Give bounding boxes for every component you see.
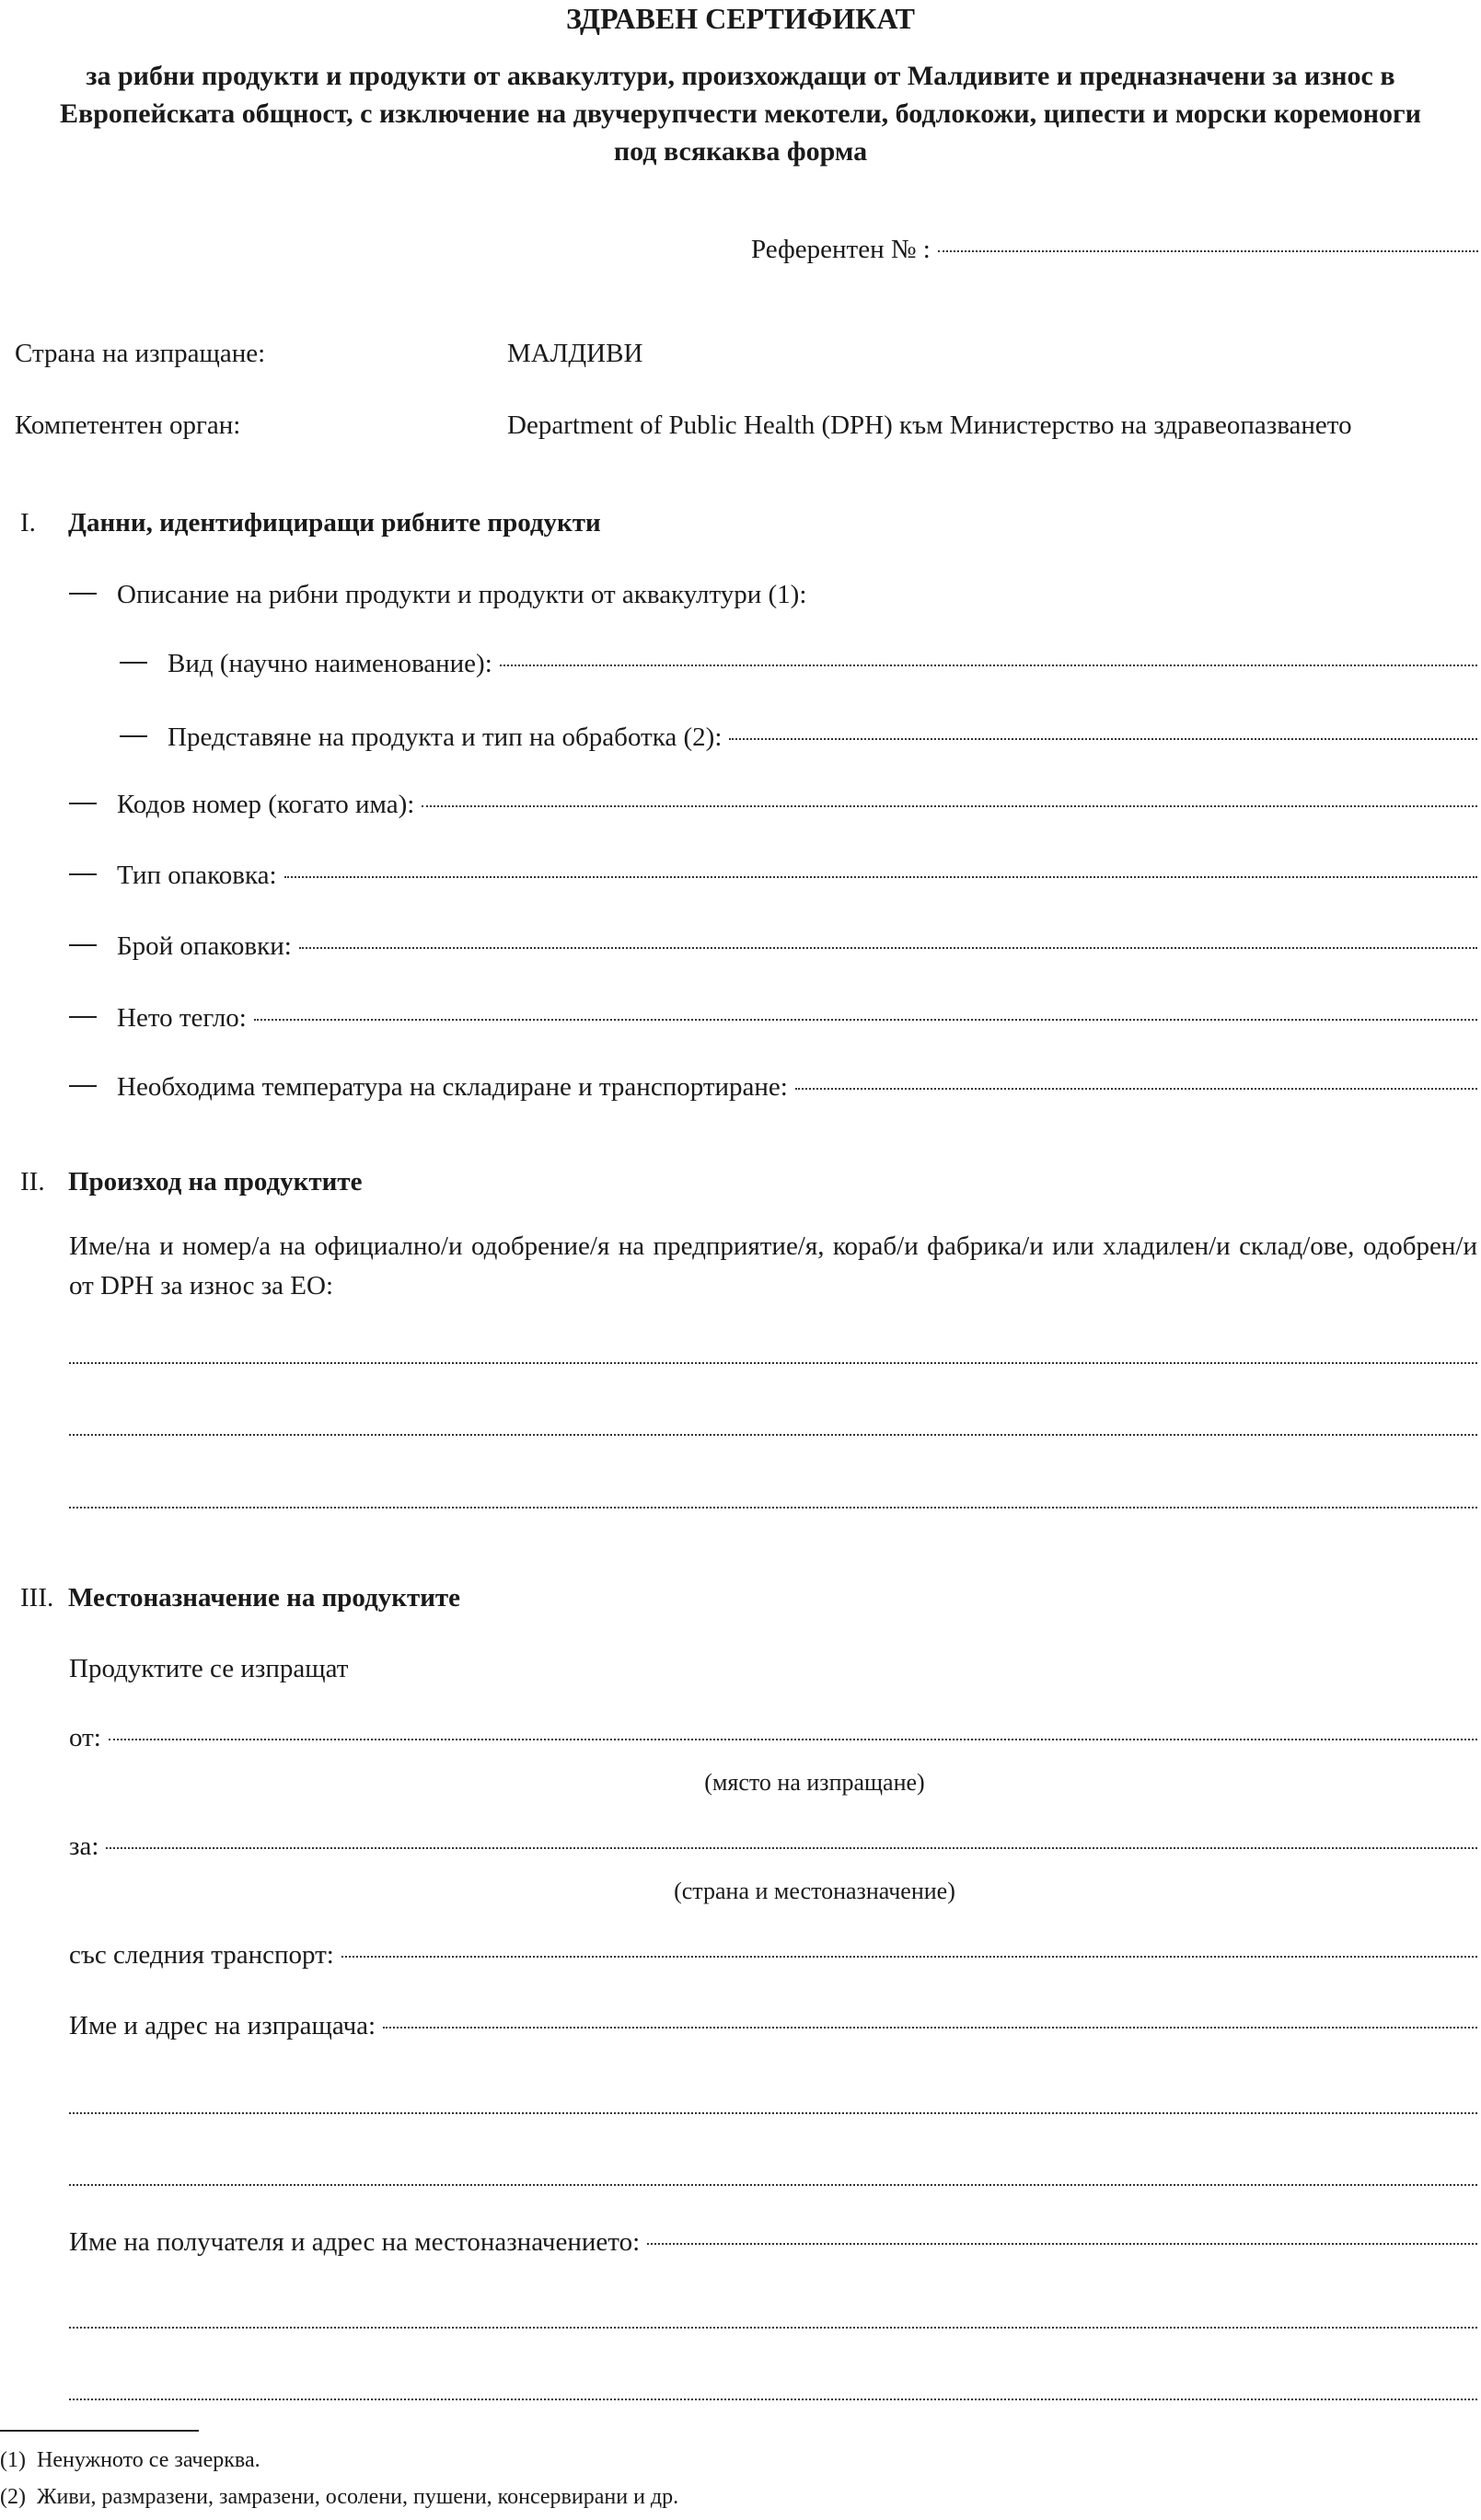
origin-text: Име/на и номер/а на официално/и одобрение/я на предприятие/я, кораб/и фабрика/и или хладилен/и склад/ове, одобрен/и от DPH за износ за ЕО: — [69, 1231, 1477, 1300]
footnote-2-text: Живи, размразени, замразени, осолени, пушени, консервирани и др. — [36, 2485, 679, 2509]
recipient-line — [69, 2227, 1477, 2258]
package-count-label: Брой опаковки: — [117, 931, 292, 961]
transport-label: със следния транспорт: — [69, 1940, 334, 1970]
transport-line — [69, 1940, 1477, 1971]
section-3-heading — [20, 1583, 460, 1613]
sender-field[interactable] — [383, 2027, 1477, 2029]
authority-value: Department of Public Health (DPH) към Министерство на здравеопазването — [507, 410, 1352, 440]
dash-marker — [120, 735, 147, 737]
from-note: (място на изпращане) — [704, 1769, 925, 1796]
reference-line — [751, 235, 1478, 265]
footnote-2-number: (2) — [0, 2485, 26, 2509]
section-1-heading — [20, 508, 601, 538]
section-2-title: Произход на продуктите — [68, 1167, 363, 1196]
to-note: (страна и местоназначение) — [674, 1878, 955, 1904]
recipient-field-3[interactable] — [69, 2399, 1477, 2400]
to-line — [69, 1832, 1477, 1862]
sender-field-3[interactable] — [69, 2184, 1477, 2186]
to-field[interactable] — [106, 1847, 1477, 1849]
section-2-number: II. — [20, 1167, 45, 1196]
code-line — [69, 790, 1477, 820]
footnote-rule — [0, 2430, 199, 2432]
country-label: Страна на изпращане: — [15, 339, 266, 368]
dash-marker — [120, 662, 147, 664]
packaging-type-label: Тип опаковка: — [117, 861, 277, 890]
footnote-1-number: (1) — [0, 2448, 26, 2472]
sender-label: Име и адрес на изпращача: — [69, 2011, 376, 2040]
reference-label: Референтен № : — [751, 235, 931, 264]
footnote-2 — [0, 2485, 678, 2510]
species-label: Вид (научно наименование): — [168, 649, 492, 678]
transport-field[interactable] — [341, 1956, 1477, 1958]
temperature-field[interactable] — [795, 1088, 1477, 1090]
net-weight-label: Нето тегло: — [117, 1003, 247, 1033]
packaging-type-field[interactable] — [284, 876, 1477, 878]
package-count-line — [69, 931, 1477, 962]
description-label: Описание на рибни продукти и продукти от аквакултури (1): — [117, 580, 807, 609]
dash-marker — [69, 1085, 97, 1087]
section-1-title: Данни, идентифициращи рибните продукти — [68, 508, 601, 538]
presentation-line — [120, 722, 1477, 753]
dash-marker — [69, 593, 97, 595]
sender-field-2[interactable] — [69, 2112, 1477, 2114]
footnote-1 — [0, 2448, 260, 2473]
authority-label: Компетентен орган: — [15, 410, 241, 440]
dash-marker — [69, 1016, 97, 1018]
packaging-type-line — [69, 861, 1477, 891]
footnote-1-text: Ненужното се зачерква. — [36, 2448, 260, 2472]
certificate-subtitle: за рибни продукти и продукти от аквакултури, произхождащи от Малдивите и предназначени за износ в Европейската общност, с изключение на двучерупчести мекотели, бодлокожи, ципести и морски коремоноги под всякаква форма — [60, 61, 1421, 167]
reference-field[interactable] — [938, 250, 1478, 252]
description-line — [69, 580, 1477, 610]
net-weight-line — [69, 1003, 1477, 1034]
origin-field-2[interactable] — [69, 1434, 1477, 1436]
temperature-line — [69, 1072, 1477, 1103]
dash-marker — [69, 803, 97, 804]
section-3-number: III. — [20, 1583, 54, 1613]
recipient-label: Име на получателя и адрес на местоназначението: — [69, 2227, 641, 2257]
presentation-label: Представяне на продукта и тип на обработка (2): — [168, 722, 723, 752]
sent-label: Продуктите се изпращат — [69, 1654, 349, 1683]
net-weight-field[interactable] — [254, 1019, 1477, 1021]
presentation-field[interactable] — [729, 738, 1477, 740]
dash-marker — [69, 944, 97, 946]
dash-marker — [69, 873, 97, 875]
species-line — [120, 649, 1477, 679]
code-field[interactable] — [422, 805, 1477, 807]
from-label: от: — [69, 1723, 101, 1752]
code-label: Кодов номер (когато има): — [117, 790, 415, 819]
recipient-field[interactable] — [647, 2243, 1477, 2245]
origin-field-1[interactable] — [69, 1362, 1477, 1364]
country-value: МАЛДИВИ — [507, 339, 643, 368]
temperature-label: Необходима температура на складиране и транспортиране: — [117, 1072, 788, 1102]
from-field[interactable] — [109, 1739, 1477, 1740]
from-line — [69, 1723, 1477, 1753]
recipient-field-2[interactable] — [69, 2327, 1477, 2329]
species-field[interactable] — [500, 665, 1477, 666]
section-2-heading — [20, 1167, 362, 1197]
section-3-title: Местоназначение на продуктите — [68, 1583, 461, 1613]
origin-field-3[interactable] — [69, 1507, 1477, 1509]
section-1-number: I. — [20, 508, 36, 538]
certificate-title: ЗДРАВЕН СЕРТИФИКАТ — [566, 2, 915, 35]
package-count-field[interactable] — [299, 947, 1477, 949]
to-label: за: — [69, 1832, 99, 1861]
sender-line — [69, 2011, 1477, 2041]
